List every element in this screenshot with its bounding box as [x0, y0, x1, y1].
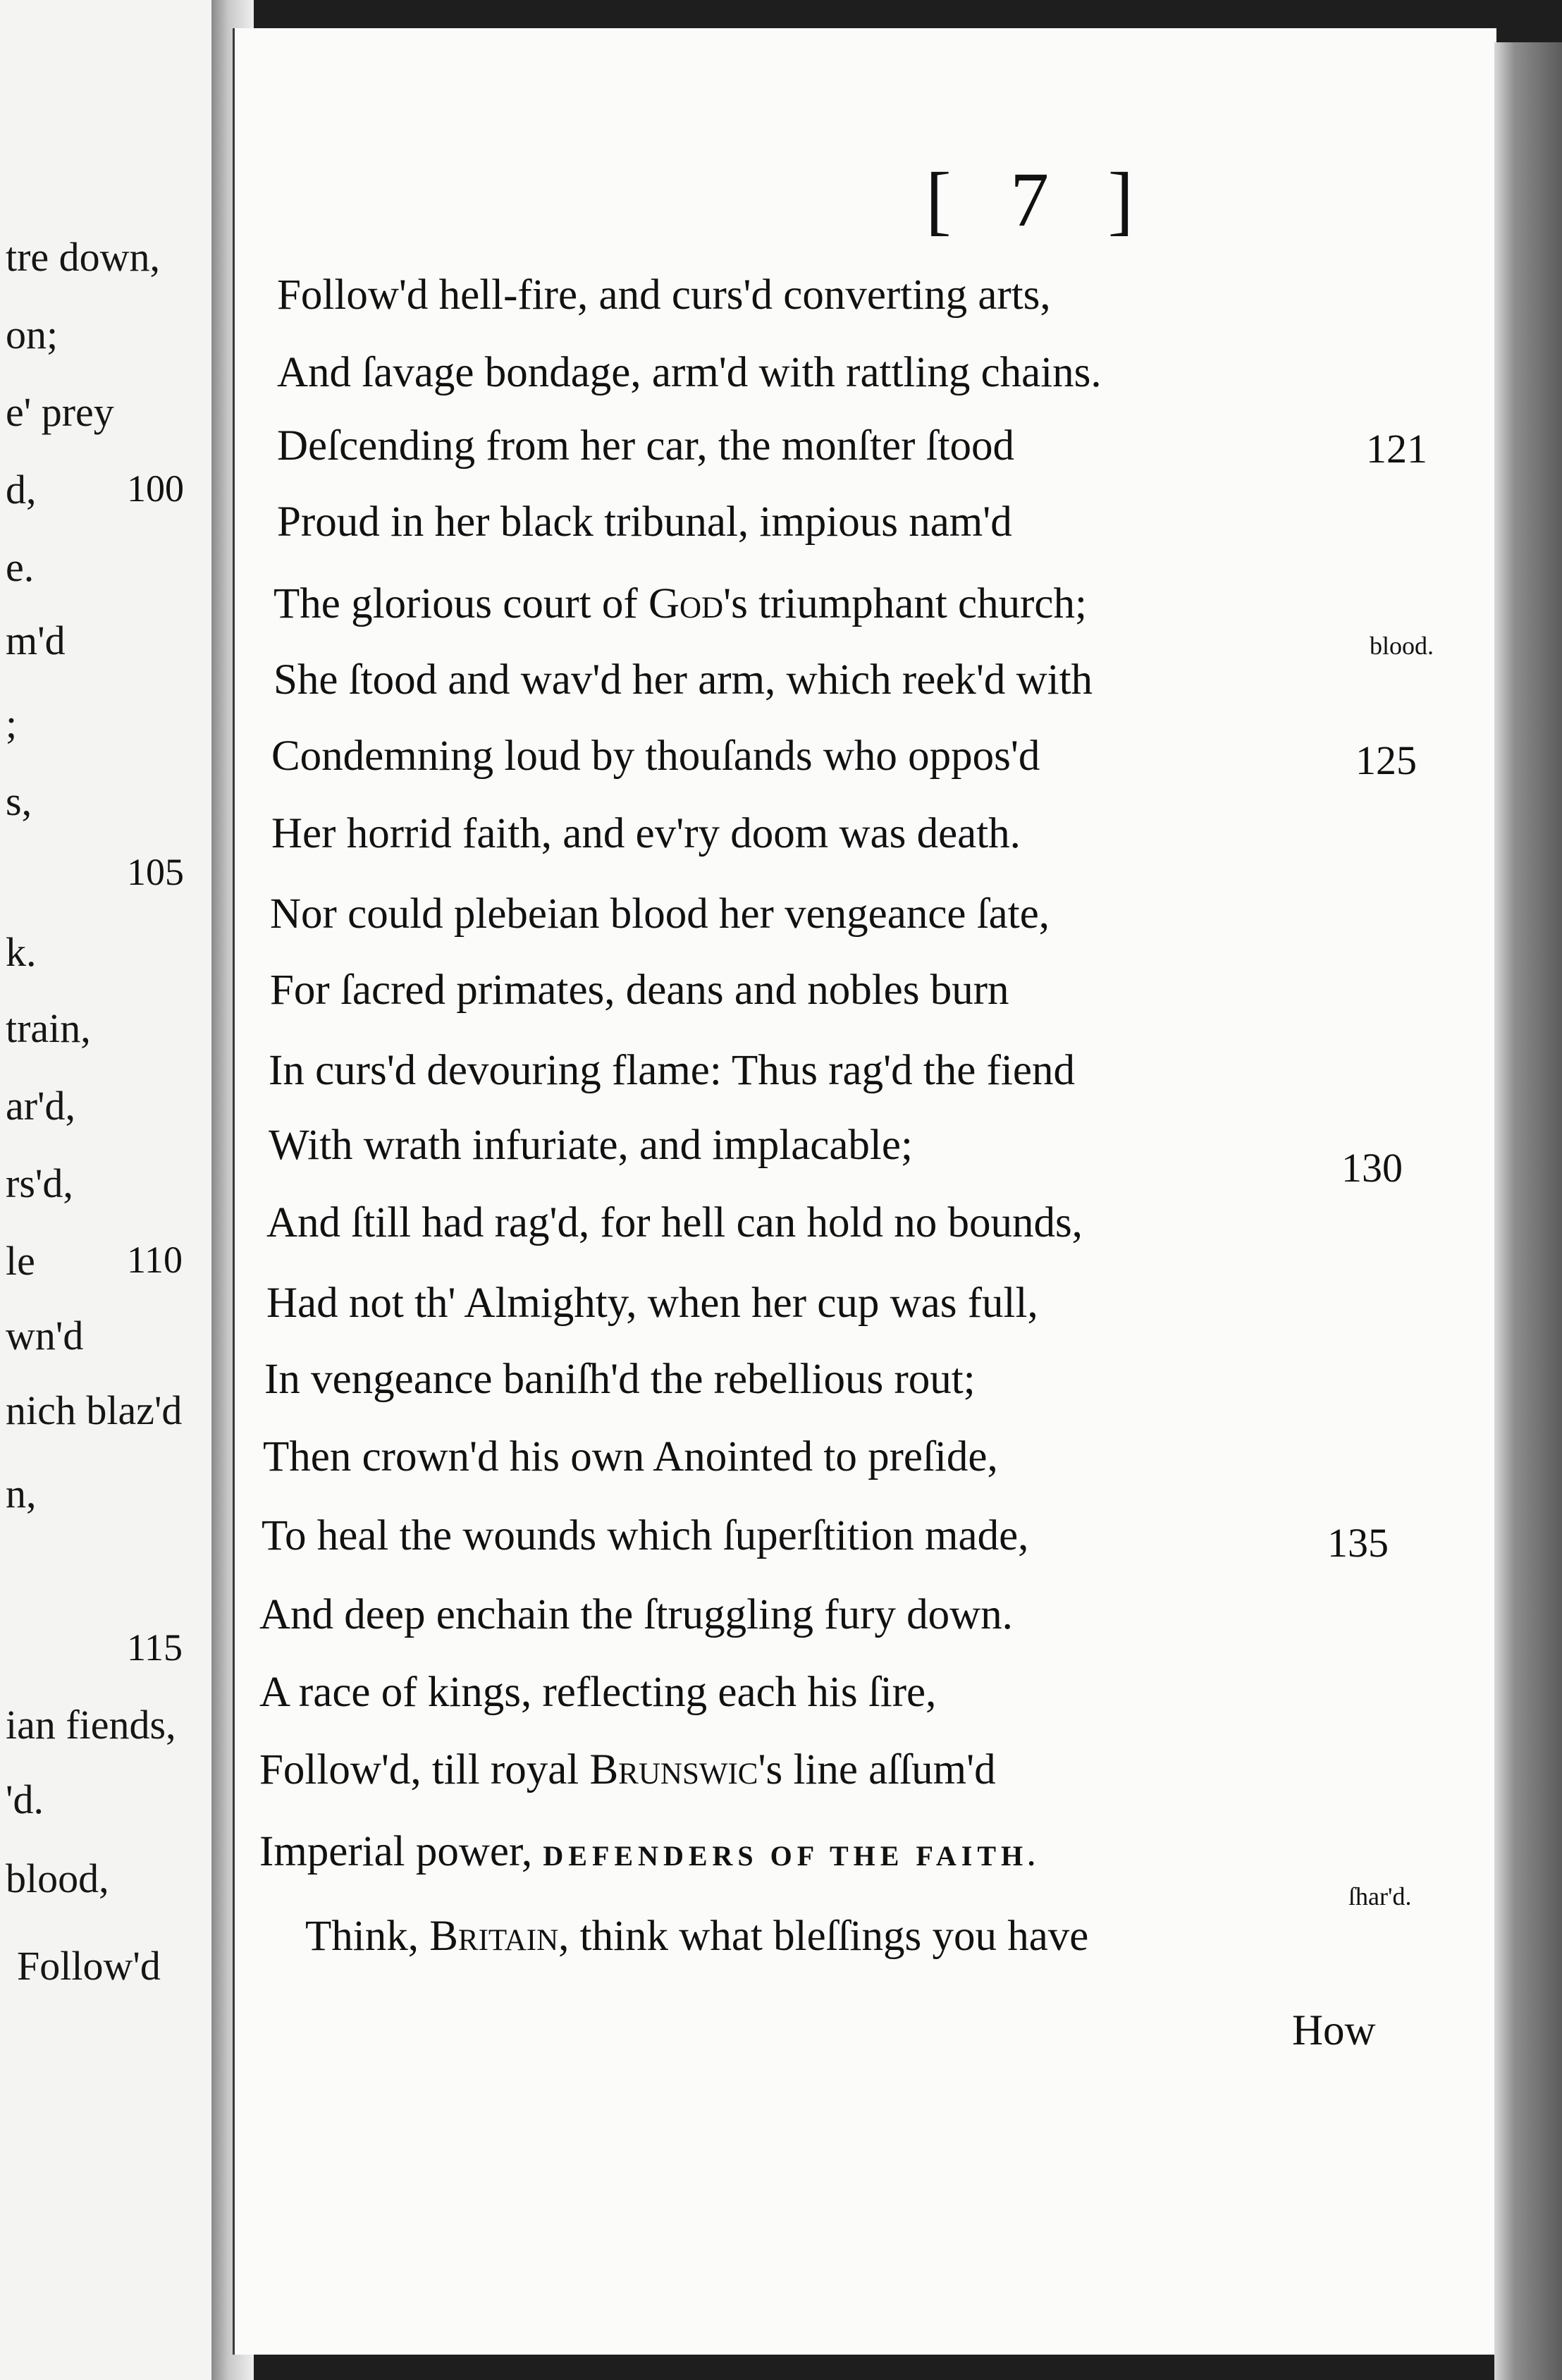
- proper-name: Brunswic: [589, 1746, 758, 1793]
- page-block-edge: [1494, 42, 1562, 2380]
- facing-line-number: 100: [127, 467, 184, 510]
- poem-line: Follow'd hell-fire, and curs'd converting arts,: [277, 271, 1051, 319]
- poem-line: In vengeance baniſh'd the rebellious rout;: [264, 1356, 976, 1403]
- facing-line-number: 115: [127, 1626, 183, 1669]
- poem-line-text: Think,: [305, 1913, 430, 1960]
- facing-line-number: 105: [127, 851, 184, 893]
- facing-line: s,: [6, 778, 32, 824]
- facing-line: wn'd: [6, 1313, 84, 1358]
- poem-line: Condemning loud by thouſands who oppos'd: [271, 732, 1040, 780]
- facing-page: [0, 0, 213, 2380]
- poem-line-text: Follow'd, till royal: [259, 1746, 590, 1793]
- poem-line: Proud in her black tribunal, impious nam'd: [277, 498, 1012, 546]
- facing-line: 'd.: [6, 1777, 44, 1822]
- facing-line: tre down,: [6, 234, 161, 280]
- facing-line: m'd: [6, 618, 66, 663]
- small-caps-phrase: DEFENDERS OF THE FAITH.: [543, 1840, 1040, 1872]
- poem-line-text: The glorious court of: [273, 580, 648, 627]
- facing-line: nich blaz'd: [6, 1387, 183, 1433]
- line-number: 121: [1366, 426, 1427, 472]
- facing-line: on;: [6, 312, 59, 357]
- facing-line: d,: [6, 467, 37, 513]
- poem-line: Then crown'd his own Anointed to preſide,: [263, 1433, 998, 1480]
- poem-line: A race of kings, reflecting each his ſire,: [259, 1669, 937, 1716]
- poem-line: Her horrid faith, and ev'ry doom was death.: [271, 810, 1021, 857]
- main-page: [233, 28, 1496, 2355]
- facing-line: n,: [6, 1471, 37, 1516]
- poem-line: With wrath infuriate, and implacable;: [269, 1122, 913, 1169]
- facing-line-number: 110: [127, 1239, 183, 1281]
- poem-line: [259, 1748, 996, 1791]
- poem-line: She ſtood and wav'd her arm, which reek'd with: [273, 656, 1093, 704]
- facing-line: blood,: [6, 1855, 109, 1901]
- line-number: 130: [1341, 1145, 1403, 1191]
- facing-line: k.: [6, 929, 37, 975]
- proper-name: God: [648, 580, 724, 627]
- poem-line-text: 's triumphant church;: [723, 580, 1087, 627]
- facing-line: ar'd,: [6, 1083, 76, 1129]
- poem-line: And deep enchain the ſtruggling fury down.: [259, 1591, 1013, 1638]
- line-number: 125: [1355, 737, 1417, 783]
- facing-line: ;: [6, 701, 18, 747]
- facing-line: e' prey: [6, 389, 114, 435]
- facing-line: train,: [6, 1005, 91, 1051]
- poem-line-text: , think what bleſſings you have: [558, 1913, 1089, 1960]
- poem-line: [273, 582, 1087, 625]
- poem-line-text: Imperial power,: [259, 1828, 543, 1875]
- poem-line: Deſcending from her car, the monſter ſtood: [277, 422, 1015, 470]
- catchword: How: [1292, 2007, 1376, 2054]
- poem-line: To heal the wounds which ſuperſtition made,: [262, 1512, 1029, 1559]
- carryover-word: ſhar'd.: [1348, 1882, 1412, 1910]
- proper-name: Britain: [429, 1913, 559, 1960]
- facing-line: rs'd,: [6, 1160, 73, 1206]
- poem-line: [305, 1915, 1088, 1958]
- poem-line: Had not th' Almighty, when her cup was full,: [266, 1280, 1038, 1327]
- poem-line-text: 's line aſſum'd: [758, 1746, 996, 1793]
- page-header: [ 7 ]: [925, 157, 1154, 243]
- poem-line: For ſacred primates, deans and nobles burn: [270, 967, 1009, 1014]
- carryover-word: blood.: [1370, 632, 1434, 660]
- facing-line: le: [6, 1238, 35, 1284]
- poem-line: In curs'd devouring flame: Thus rag'd the fiend: [269, 1047, 1075, 1094]
- line-number: 135: [1327, 1520, 1389, 1566]
- poem-line: [259, 1830, 1040, 1873]
- facing-line: ian fiends,: [6, 1702, 176, 1748]
- poem-line: And ſtill had rag'd, for hell can hold no bounds,: [266, 1199, 1083, 1246]
- poem-line: Nor could plebeian blood her vengeance ſate,: [270, 890, 1050, 938]
- facing-line: Follow'd: [17, 1943, 161, 1989]
- poem-line: And ſavage bondage, arm'd with rattling chains.: [277, 349, 1102, 396]
- facing-line: e.: [6, 544, 35, 590]
